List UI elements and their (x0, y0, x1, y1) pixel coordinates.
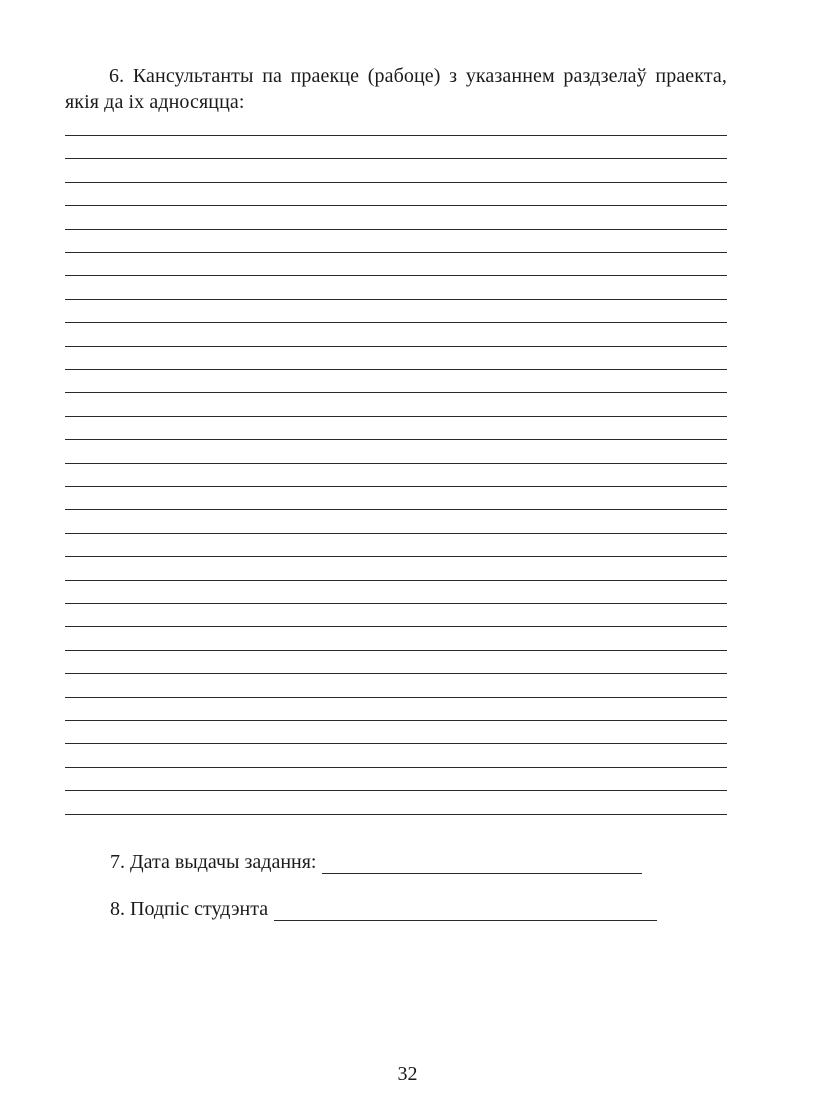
blank-rule-line (65, 439, 727, 440)
blank-rule-line (65, 135, 727, 136)
blank-rule-line (65, 463, 727, 464)
blank-rule-line (65, 697, 727, 698)
blank-rule-line (65, 205, 727, 206)
blank-rule-line (65, 416, 727, 417)
blank-rule-line (65, 580, 727, 581)
issue-date-blank-line (322, 853, 642, 874)
issue-date-label: 7. Дата выдачы задання: (110, 851, 317, 873)
blank-rule-line (65, 346, 727, 347)
blank-rule-line (65, 743, 727, 744)
blank-rule-line (65, 158, 727, 159)
blank-rule-line (65, 650, 727, 651)
section-6-consultants-heading: 6. Кансультанты па праекце (рабоце) з указаннем раздзелаў праекта, якія да іх адносяцца: (65, 65, 727, 113)
blank-rule-line (65, 673, 727, 674)
blank-rule-line (65, 790, 727, 791)
blank-rule-line (65, 556, 727, 557)
blank-rule-line (65, 486, 727, 487)
blank-rule-line (65, 720, 727, 721)
student-signature-label: 8. Подпіс студэнта (110, 898, 269, 920)
issue-date-row (110, 850, 642, 874)
blank-rule-line (65, 814, 727, 815)
blank-rule-line (65, 603, 727, 604)
blank-rule-line (65, 626, 727, 627)
blank-rule-line (65, 767, 727, 768)
blank-rule-line (65, 229, 727, 230)
blank-rule-line (65, 252, 727, 253)
blank-rule-line (65, 392, 727, 393)
consultants-blank-lines (65, 135, 727, 835)
blank-rule-line (65, 299, 727, 300)
blank-rule-line (65, 275, 727, 276)
student-signature-blank-line (274, 900, 657, 921)
blank-rule-line (65, 369, 727, 370)
blank-rule-line (65, 509, 727, 510)
blank-rule-line (65, 322, 727, 323)
blank-rule-line (65, 182, 727, 183)
blank-rule-line (65, 533, 727, 534)
student-signature-row (110, 897, 657, 921)
page-number: 32 (397, 1063, 418, 1085)
